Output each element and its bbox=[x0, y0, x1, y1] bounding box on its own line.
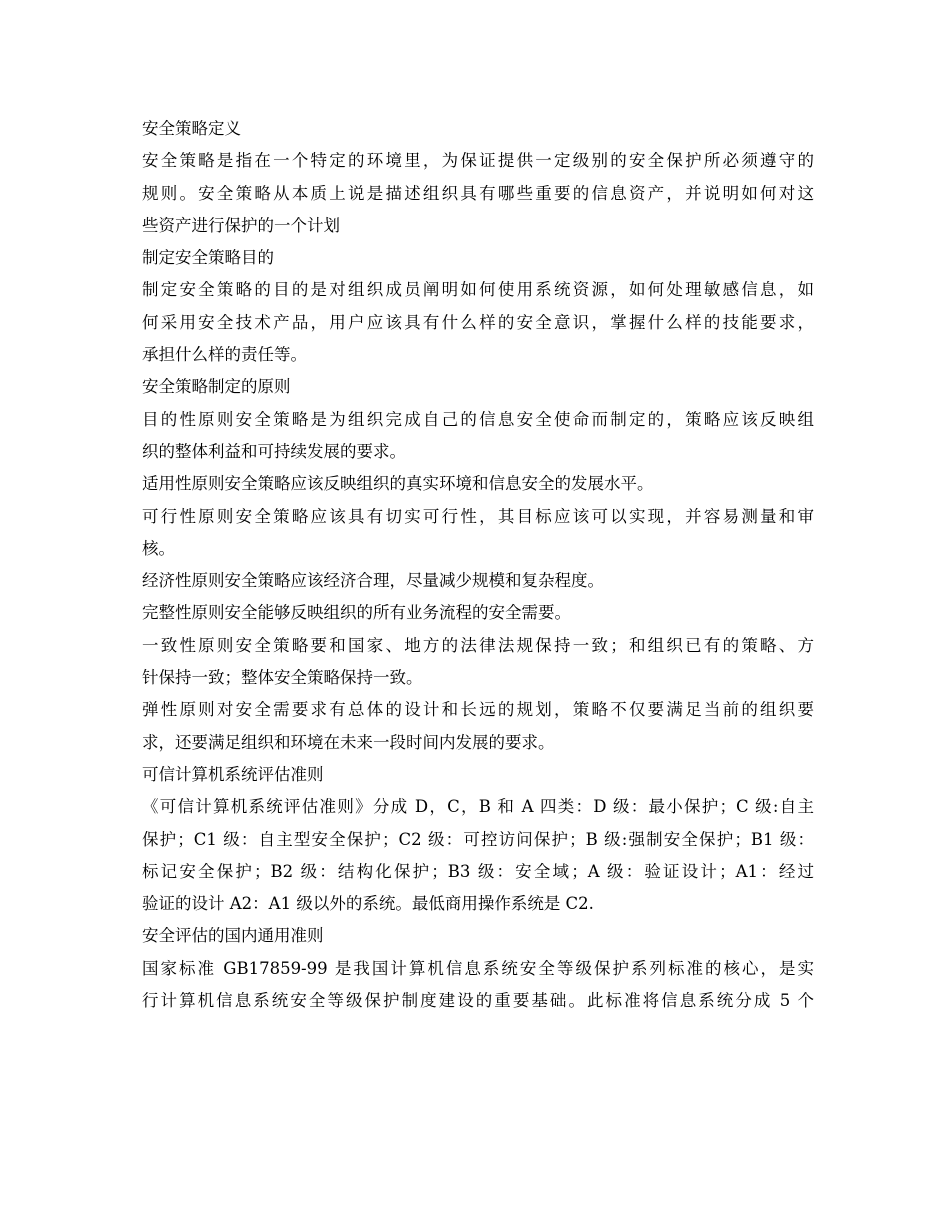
paragraph-line: 一致性原则安全策略要和国家、地方的法律法规保持一致；和组织已有的策略、方 bbox=[142, 635, 814, 655]
paragraph-line: 可行性原则安全策略应该具有切实可行性，其目标应该可以实现，并容易测量和审 bbox=[142, 506, 814, 526]
paragraph-line: 适用性原则安全策略应该反映组织的真实环境和信息安全的发展水平。 bbox=[142, 474, 654, 494]
paragraph-line: 求，还要满足组织和环境在未来一段时间内发展的要求。 bbox=[142, 732, 555, 752]
paragraph-line: 安全策略是指在一个特定的环境里，为保证提供一定级别的安全保护所必须遵守的 bbox=[142, 151, 814, 171]
paragraph-line: 《可信计算机系统评估准则》分成 D，C，B 和 A 四类：D 级：最小保护；C 级:自主 bbox=[142, 797, 814, 817]
paragraph-line: 完整性原则安全能够反映组织的所有业务流程的安全需要。 bbox=[142, 603, 571, 623]
paragraph-line: 国家标准 GB17859-99 是我国计算机信息系统安全等级保护系列标准的核心，是实 bbox=[142, 958, 814, 978]
paragraph-line: 些资产进行保护的一个计划 bbox=[142, 215, 340, 235]
paragraph-line: 针保持一致；整体安全策略保持一致。 bbox=[142, 668, 423, 688]
paragraph-line: 弹性原则对安全需要求有总体的设计和长远的规划，策略不仅要满足当前的组织要 bbox=[142, 700, 814, 720]
paragraph-line: 行计算机信息系统安全等级保护制度建设的重要基础。此标准将信息系统分成 5 个 bbox=[142, 991, 814, 1011]
paragraph-line: 目的性原则安全策略是为组织完成自己的信息安全使命而制定的，策略应该反映组 bbox=[142, 409, 814, 429]
heading-tcsec: 可信计算机系统评估准则 bbox=[142, 764, 324, 784]
paragraph-line: 核。 bbox=[142, 538, 175, 558]
paragraph-line: 何采用安全技术产品，用户应该具有什么样的安全意识，掌握什么样的技能要求， bbox=[142, 312, 814, 332]
paragraph-line: 制定安全策略的目的是对组织成员阐明如何使用系统资源，如何处理敏感信息，如 bbox=[142, 280, 814, 300]
paragraph-line: 标记安全保护；B2 级：结构化保护；B3 级：安全域；A 级：验证设计；A1：经过 bbox=[142, 861, 814, 881]
paragraph-line: 验证的设计 A2：A1 级以外的系统。最低商用操作系统是 C2. bbox=[142, 894, 594, 914]
heading-security-policy-definition: 安全策略定义 bbox=[142, 119, 241, 138]
paragraph-line: 承担什么样的责任等。 bbox=[142, 345, 307, 365]
heading-policy-principles: 安全策略制定的原则 bbox=[142, 377, 291, 397]
paragraph-line: 规则。安全策略从本质上说是描述组织具有哪些重要的信息资产，并说明如何对这 bbox=[142, 183, 814, 203]
paragraph-line: 经济性原则安全策略应该经济合理，尽量减少规模和复杂程度。 bbox=[142, 571, 604, 591]
paragraph-line: 保护；C1 级：自主型安全保护；C2 级：可控访问保护；B 级:强制安全保护；B1 级： bbox=[142, 829, 814, 849]
heading-domestic-criteria: 安全评估的国内通用准则 bbox=[142, 926, 324, 946]
paragraph-line: 织的整体利益和可持续发展的要求。 bbox=[142, 441, 406, 461]
heading-policy-purpose: 制定安全策略目的 bbox=[142, 248, 274, 268]
document-body bbox=[142, 113, 814, 1017]
